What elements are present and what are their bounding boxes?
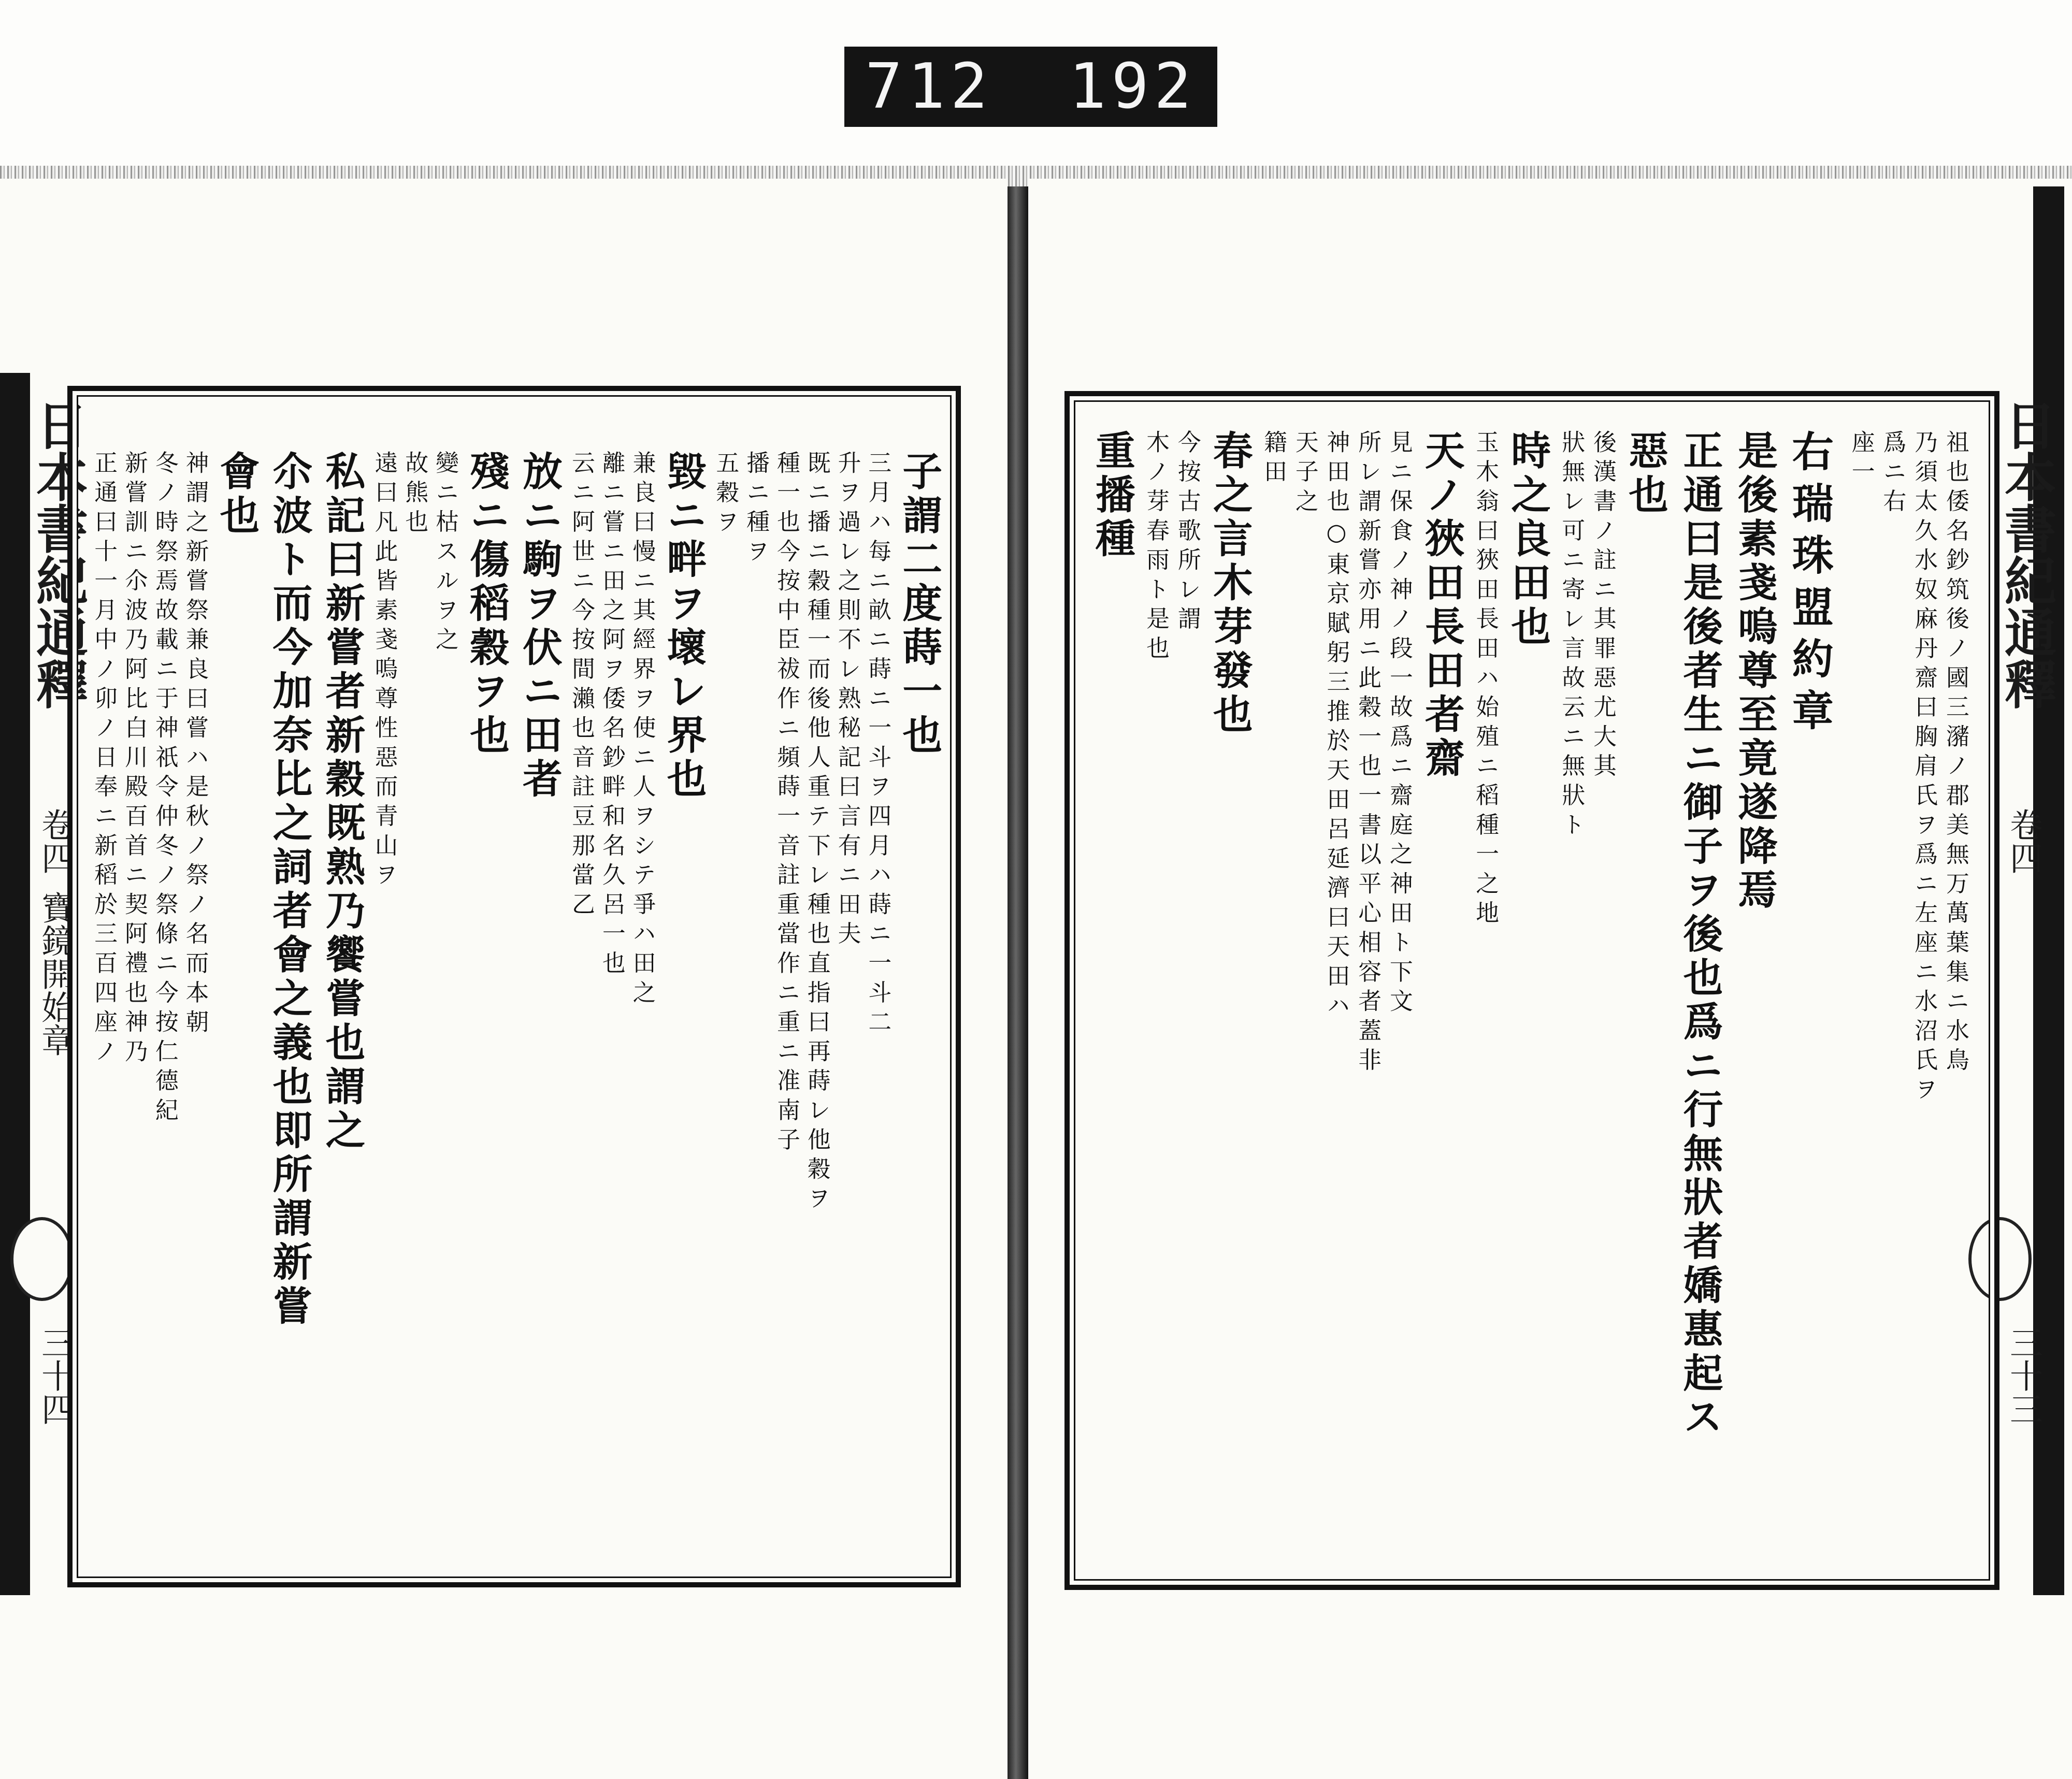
right-page-column-5: 是後素戔嗚尊至竟遂降焉 bbox=[1731, 430, 1778, 913]
left-page-column-3: 既ニ播ニ穀種一而後他人重テ下レ種也直指曰再蒔レ他穀ヲ bbox=[803, 451, 831, 1216]
right-page-column-4: 右瑞珠盟約章 bbox=[1785, 430, 1834, 741]
left-page-column-22: 正通曰十一月中ノ卯ノ日奉ニ新稻於三百四座ノ bbox=[90, 451, 118, 1068]
left-page-column-15: 遠曰凡此皆素戔嗚尊性惡而青山ヲ bbox=[370, 451, 398, 892]
left-page-column-20: 冬ノ時祭焉故載ニ于神祇令仲冬ノ祭條ニ今按仁德紀 bbox=[151, 451, 179, 1127]
library-label-right: 192 bbox=[1069, 51, 1197, 123]
right-page-column-7: 惡也 bbox=[1621, 430, 1668, 518]
right-page-column-12: 天ノ狹田長田者齋 bbox=[1418, 430, 1465, 782]
left-page-column-7: 毀ニ畔ヲ壞レ界也 bbox=[659, 451, 707, 802]
right-page-column-21: 重播種 bbox=[1088, 430, 1135, 562]
left-page-column-10: 云ニ阿世ニ今按間瀨也音註豆那當乙 bbox=[568, 451, 596, 921]
left-page-column-13: 變ニ枯スルヲ之 bbox=[431, 451, 459, 657]
left-page-column-0: 子謂二度蒔一也 bbox=[895, 451, 942, 758]
left-page-column-16: 私記曰新嘗者新穀既熟乃饗嘗也謂之 bbox=[319, 451, 366, 1153]
left-page-column-17: 尒波ト而今加奈比之詞者會之義也即所謂新嘗 bbox=[265, 451, 312, 1329]
left-page-column-1: 三月ハ每ニ畝ニ蒔ニ一斗ヲ四月ハ蒔ニ一斗二 bbox=[864, 451, 892, 1039]
book-gutter bbox=[1008, 186, 1028, 1779]
left-edge-circle bbox=[10, 1217, 74, 1301]
right-page-column-8: 後漢書ノ註ニ其罪惡尤大其 bbox=[1589, 430, 1617, 783]
left-edge-page: 三十四 bbox=[36, 1326, 74, 1425]
right-page-column-1: 乃須太久水奴麻丹齋曰胸肩氏ヲ爲ニ左座ニ水沼氏ヲ bbox=[1910, 430, 1938, 1107]
left-page-column-19: 神謂之新嘗祭兼良曰嘗ハ是秋ノ祭ノ名而本朝 bbox=[181, 451, 209, 1039]
left-page-column-5: 播ニ種ヲ bbox=[742, 451, 770, 569]
right-edge-volume: 卷四 bbox=[2004, 808, 2042, 874]
right-page-column-9: 狀無レ可ニ寄レ言故云ニ無狀ト bbox=[1558, 430, 1586, 842]
left-edge-chapter: 寶鏡開始章 bbox=[36, 891, 74, 1057]
right-page-column-18: 春之言木芽發也 bbox=[1206, 430, 1253, 737]
right-page-column-17: 籍田 bbox=[1259, 430, 1287, 489]
right-page-column-10: 時之良田也 bbox=[1504, 430, 1551, 649]
right-page-column-6: 正通曰是後者生ニ御子ヲ後也爲ニ行無狀者嬌惠起ス bbox=[1676, 430, 1723, 1440]
left-page-column-4: 種一也今按中臣祓作ニ頻蒔一音註重當作ニ重ニ准南子 bbox=[772, 451, 800, 1157]
left-page-column-6: 五穀ヲ bbox=[712, 451, 740, 539]
left-page-column-11: 放ニ駒ヲ伏ニ田者 bbox=[515, 451, 563, 802]
right-page-column-20: 木ノ芽春雨ト是也 bbox=[1142, 430, 1170, 666]
right-page-column-2: 爲ニ右 bbox=[1879, 430, 1907, 518]
right-page-column-13: 見ニ保食ノ神ノ段一故爲ニ齋庭之神田ト下文 bbox=[1385, 430, 1413, 1018]
right-page-column-14: 所レ謂新嘗亦用ニ此穀一也一書以平心相容者蓋非 bbox=[1354, 430, 1382, 1077]
left-page-column-12: 殘ニ傷稻穀ヲ也 bbox=[463, 451, 510, 758]
left-page-column-2: 升ヲ過レ之則不レ熟秘記曰言有ニ田夫 bbox=[833, 451, 861, 951]
left-page-column-8: 兼良曰慢ニ其經界ヲ使ニ人ヲシテ爭ハ田之 bbox=[628, 451, 656, 1010]
left-page-column-21: 新嘗訓ニ尒波乃阿比白川殿百首ニ契阿禮也神乃 bbox=[120, 451, 148, 1068]
right-page-column-19: 今按古歌所レ謂 bbox=[1173, 430, 1201, 636]
left-edge-volume: 卷四 bbox=[36, 808, 74, 874]
left-edge-title: 日本書紀通釋 bbox=[27, 399, 89, 710]
right-page-column-0: 祖也倭名鈔筑後ノ國三瀦ノ郡美無万萬葉集ニ水鳥 bbox=[1941, 430, 1969, 1077]
right-page-column-15: 神田也○東京賦躬三推於天田呂延濟曰天田ハ bbox=[1322, 430, 1350, 1023]
library-label-left: 712 bbox=[865, 51, 993, 123]
right-edge-title: 日本書紀通釋 bbox=[1996, 399, 2057, 710]
right-page-column-3: 座一 bbox=[1847, 430, 1875, 489]
right-page-column-11: 玉木翁曰狹田長田ハ始殖ニ稻種一之地 bbox=[1472, 430, 1500, 930]
left-page-column-9: 離ニ嘗ニ田之阿ヲ倭名鈔畔和名久呂一也 bbox=[598, 451, 626, 980]
right-edge-page: 三十三 bbox=[2004, 1326, 2042, 1425]
left-page-column-14: 故熊也 bbox=[401, 451, 429, 539]
library-label bbox=[844, 47, 1217, 127]
left-page-column-18: 會也 bbox=[212, 451, 260, 539]
right-page-column-16: 天子之 bbox=[1291, 430, 1319, 518]
